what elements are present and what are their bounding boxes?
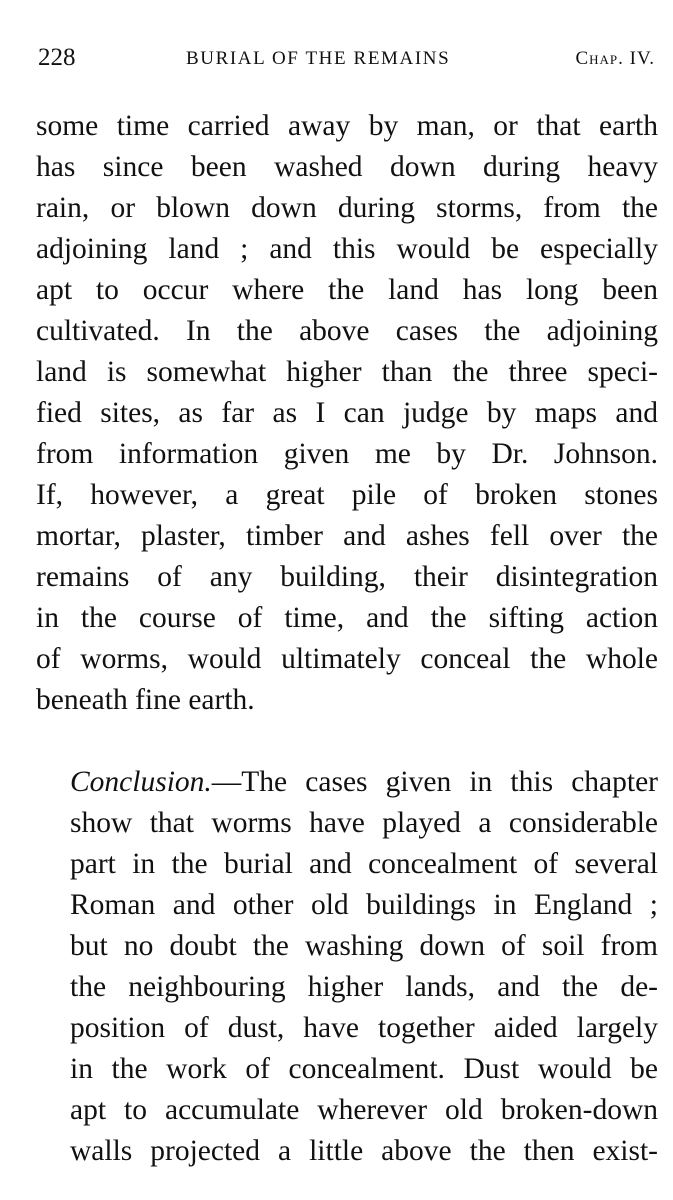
- first-line-rest: —The cases given in this chapter: [211, 766, 658, 798]
- page-number: 228: [38, 44, 76, 71]
- text-line: land is somewhat higher than the three speci-: [36, 356, 658, 388]
- text-line: apt to accumulate wherever old broken-down: [70, 1094, 658, 1126]
- text-line: If, however, a great pile of broken stones: [36, 479, 658, 511]
- text-line: Roman and other old buildings in England ;: [70, 889, 658, 921]
- text-line: of worms, would ultimately conceal the whole: [36, 643, 658, 675]
- text-line: from information given me by Dr. Johnson.: [36, 438, 658, 470]
- text-line: show that worms have played a considerable: [70, 807, 658, 839]
- text-line: in the course of time, and the sifting action: [36, 602, 658, 634]
- running-head: [38, 44, 655, 78]
- text-line: rain, or blown down during storms, from the: [36, 192, 658, 224]
- text-line: cultivated. In the above cases the adjoining: [36, 315, 658, 347]
- text-line: has since been washed down during heavy: [36, 151, 658, 183]
- text-line: beneath fine earth.: [36, 684, 255, 716]
- paragraph-2: [36, 762, 658, 1172]
- first-text-line: [36, 762, 658, 803]
- text-line: the neighbouring higher lands, and the de-: [70, 971, 658, 1003]
- text-line: walls projected a little above the then exist-: [70, 1135, 658, 1167]
- text-line: adjoining land ; and this would be especially: [36, 233, 658, 265]
- chapter-label: Chap. IV.: [575, 48, 655, 69]
- text-line: apt to occur where the land has long been: [36, 274, 658, 306]
- text-line: part in the burial and concealment of several: [70, 848, 658, 880]
- text-line: remains of any building, their disintegration: [36, 561, 658, 593]
- section-lead: Conclusion.: [70, 766, 212, 798]
- paragraph-1: [36, 106, 658, 721]
- running-title: BURIAL OF THE REMAINS: [186, 48, 451, 69]
- text-line: in the work of concealment. Dust would be: [70, 1053, 658, 1085]
- text-line: but no doubt the washing down of soil from: [70, 930, 658, 962]
- text-line: mortar, plaster, timber and ashes fell over the: [36, 520, 658, 552]
- text-line: some time carried away by man, or that earth: [36, 110, 658, 142]
- text-line: position of dust, have together aided largely: [70, 1012, 658, 1044]
- text-line: fied sites, as far as I can judge by maps and: [36, 397, 658, 429]
